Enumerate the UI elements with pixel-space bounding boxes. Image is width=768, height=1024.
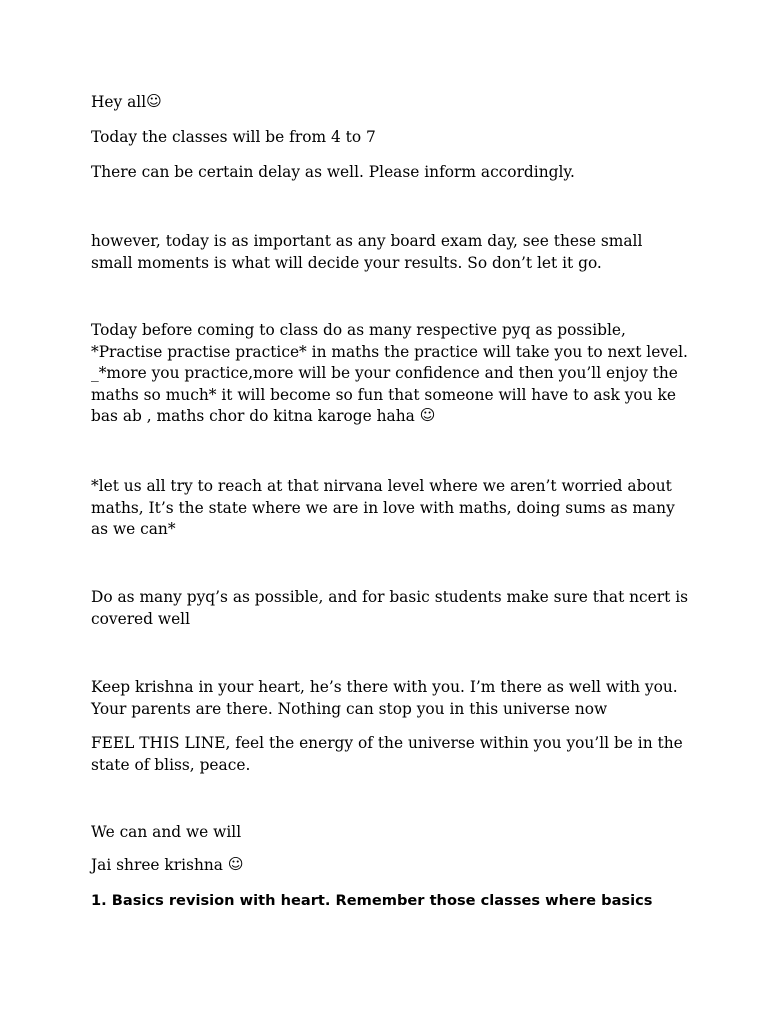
paragraph-line: Do as many pyq’s as possible, and for basic students make sure that ncert is: [91, 588, 689, 606]
paragraph-line: _*more you practice,more will be your confidence and then you’ll enjoy the: [91, 364, 678, 382]
greeting-text: Hey all: [91, 93, 147, 111]
we-can-line: We can and we will: [91, 823, 242, 841]
ncert-paragraph: [91, 587, 691, 630]
pyq-advice-paragraph: [91, 320, 691, 428]
paragraph-line: however, today is as important as any board exam day, see these small: [91, 232, 643, 250]
paragraph-line: FEEL THIS LINE, feel the energy of the universe within you you’ll be in the: [91, 734, 683, 752]
paragraph-line: Today before coming to class do as many respective pyq as possible,: [91, 321, 626, 339]
class-time-line: Today the classes will be from 4 to 7: [91, 128, 376, 146]
jai-line: [91, 855, 691, 877]
feel-paragraph: [91, 733, 691, 776]
paragraph-line: maths, It’s the state where we are in love with maths, doing sums as many: [91, 498, 675, 517]
paragraph-line: as we can*: [91, 520, 176, 538]
paragraph-line: maths so much* it will become so fun that someone will have to ask you ke: [91, 385, 676, 404]
paragraph-line-text: bas ab , maths chor do kitna karoge haha: [91, 407, 415, 425]
krishna-paragraph: [91, 677, 691, 720]
paragraph-line: Keep krishna in your heart, he’s there with you. I’m there as well with you.: [91, 678, 678, 696]
paragraph-line: *Practise practise practice* in maths the practice will take you to next level.: [91, 342, 688, 361]
smiley-icon: ☺: [146, 92, 162, 110]
paragraph-line: [91, 406, 691, 428]
greeting-line: [91, 92, 691, 114]
paragraph-line: *let us all try to reach at that nirvana level where we aren’t worried about: [91, 477, 672, 495]
importance-paragraph: [91, 231, 691, 274]
nirvana-paragraph: [91, 476, 691, 541]
jai-text: Jai shree krishna: [91, 856, 223, 874]
paragraph-line: state of bliss, peace.: [91, 755, 251, 774]
paragraph-line: Your parents are there. Nothing can stop you in this universe now: [91, 699, 608, 718]
paragraph-line: small moments is what will decide your results. So don’t let it go.: [91, 253, 602, 272]
smiley-icon: ☺: [227, 855, 244, 873]
delay-notice-line: There can be certain delay as well. Please inform accordingly.: [91, 163, 575, 181]
smiley-icon: ☺: [419, 406, 436, 424]
paragraph-line: covered well: [91, 609, 191, 628]
list-item-1: 1. Basics revision with heart. Remember those classes where basics: [91, 892, 653, 909]
